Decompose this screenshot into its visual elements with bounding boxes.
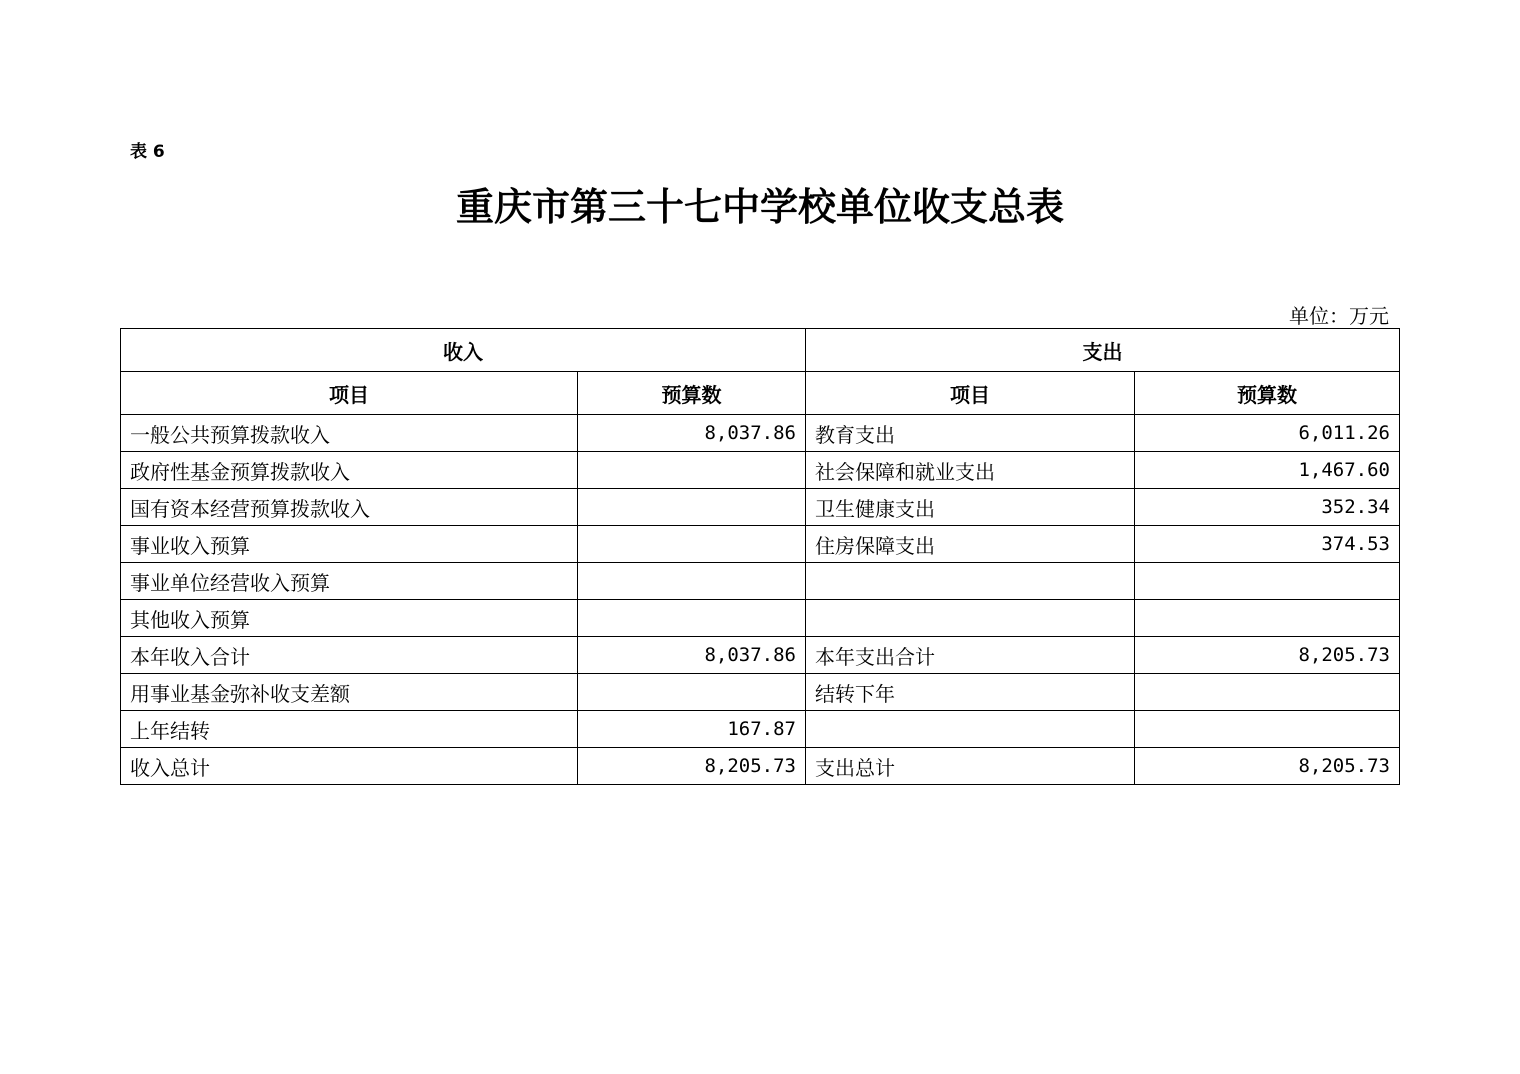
income-item-cell: 事业单位经营收入预算 (121, 563, 578, 600)
table-row (121, 600, 1400, 637)
income-item-cell: 一般公共预算拨款收入 (121, 415, 578, 452)
table-row (121, 563, 1400, 600)
income-value-cell: 8,205.73 (578, 748, 806, 785)
table-row (121, 711, 1400, 748)
budget-summary-table (120, 328, 1400, 785)
income-item-cell: 本年收入合计 (121, 637, 578, 674)
expense-value-cell: 374.53 (1135, 526, 1400, 563)
unit-label: 单位：万元 (1289, 304, 1389, 328)
expense-item-cell: 结转下年 (806, 674, 1135, 711)
expense-item-cell (806, 600, 1135, 637)
income-item-cell: 事业收入预算 (121, 526, 578, 563)
income-value-cell: 8,037.86 (578, 637, 806, 674)
table-number-label: 表 6 (130, 142, 165, 162)
expense-value-cell: 6,011.26 (1135, 415, 1400, 452)
expense-value-cell (1135, 563, 1400, 600)
expense-item-cell: 卫生健康支出 (806, 489, 1135, 526)
expense-item-cell: 教育支出 (806, 415, 1135, 452)
income-value-cell: 167.87 (578, 711, 806, 748)
expense-item-header: 项目 (806, 372, 1135, 415)
income-item-cell: 国有资本经营预算拨款收入 (121, 489, 578, 526)
table-row (121, 637, 1400, 674)
income-item-header: 项目 (121, 372, 578, 415)
table-row (121, 415, 1400, 452)
income-item-cell: 用事业基金弥补收支差额 (121, 674, 578, 711)
expense-item-cell (806, 563, 1135, 600)
table-row (121, 489, 1400, 526)
income-item-cell: 上年结转 (121, 711, 578, 748)
expense-value-cell (1135, 674, 1400, 711)
expense-value-cell: 352.34 (1135, 489, 1400, 526)
income-budget-header: 预算数 (578, 372, 806, 415)
income-item-cell: 其他收入预算 (121, 600, 578, 637)
income-item-cell: 政府性基金预算拨款收入 (121, 452, 578, 489)
income-value-cell (578, 563, 806, 600)
table-row (121, 526, 1400, 563)
expense-item-cell: 社会保障和就业支出 (806, 452, 1135, 489)
expense-item-cell: 本年支出合计 (806, 637, 1135, 674)
page-title: 重庆市第三十七中学校单位收支总表 (455, 185, 1064, 229)
expense-value-cell: 8,205.73 (1135, 748, 1400, 785)
expense-value-cell (1135, 600, 1400, 637)
expense-item-cell (806, 711, 1135, 748)
expense-item-cell: 支出总计 (806, 748, 1135, 785)
expense-item-cell: 住房保障支出 (806, 526, 1135, 563)
income-value-cell (578, 526, 806, 563)
income-group-header: 收入 (121, 329, 806, 372)
table-row (121, 452, 1400, 489)
expense-value-cell (1135, 711, 1400, 748)
income-value-cell (578, 600, 806, 637)
expense-value-cell: 8,205.73 (1135, 637, 1400, 674)
expense-value-cell: 1,467.60 (1135, 452, 1400, 489)
income-value-cell: 8,037.86 (578, 415, 806, 452)
table-row (121, 674, 1400, 711)
column-header-row (121, 372, 1400, 415)
expense-budget-header: 预算数 (1135, 372, 1400, 415)
group-header-row (121, 329, 1400, 372)
income-item-cell: 收入总计 (121, 748, 578, 785)
income-value-cell (578, 674, 806, 711)
income-value-cell (578, 452, 806, 489)
table-row (121, 748, 1400, 785)
expense-group-header: 支出 (806, 329, 1400, 372)
income-value-cell (578, 489, 806, 526)
